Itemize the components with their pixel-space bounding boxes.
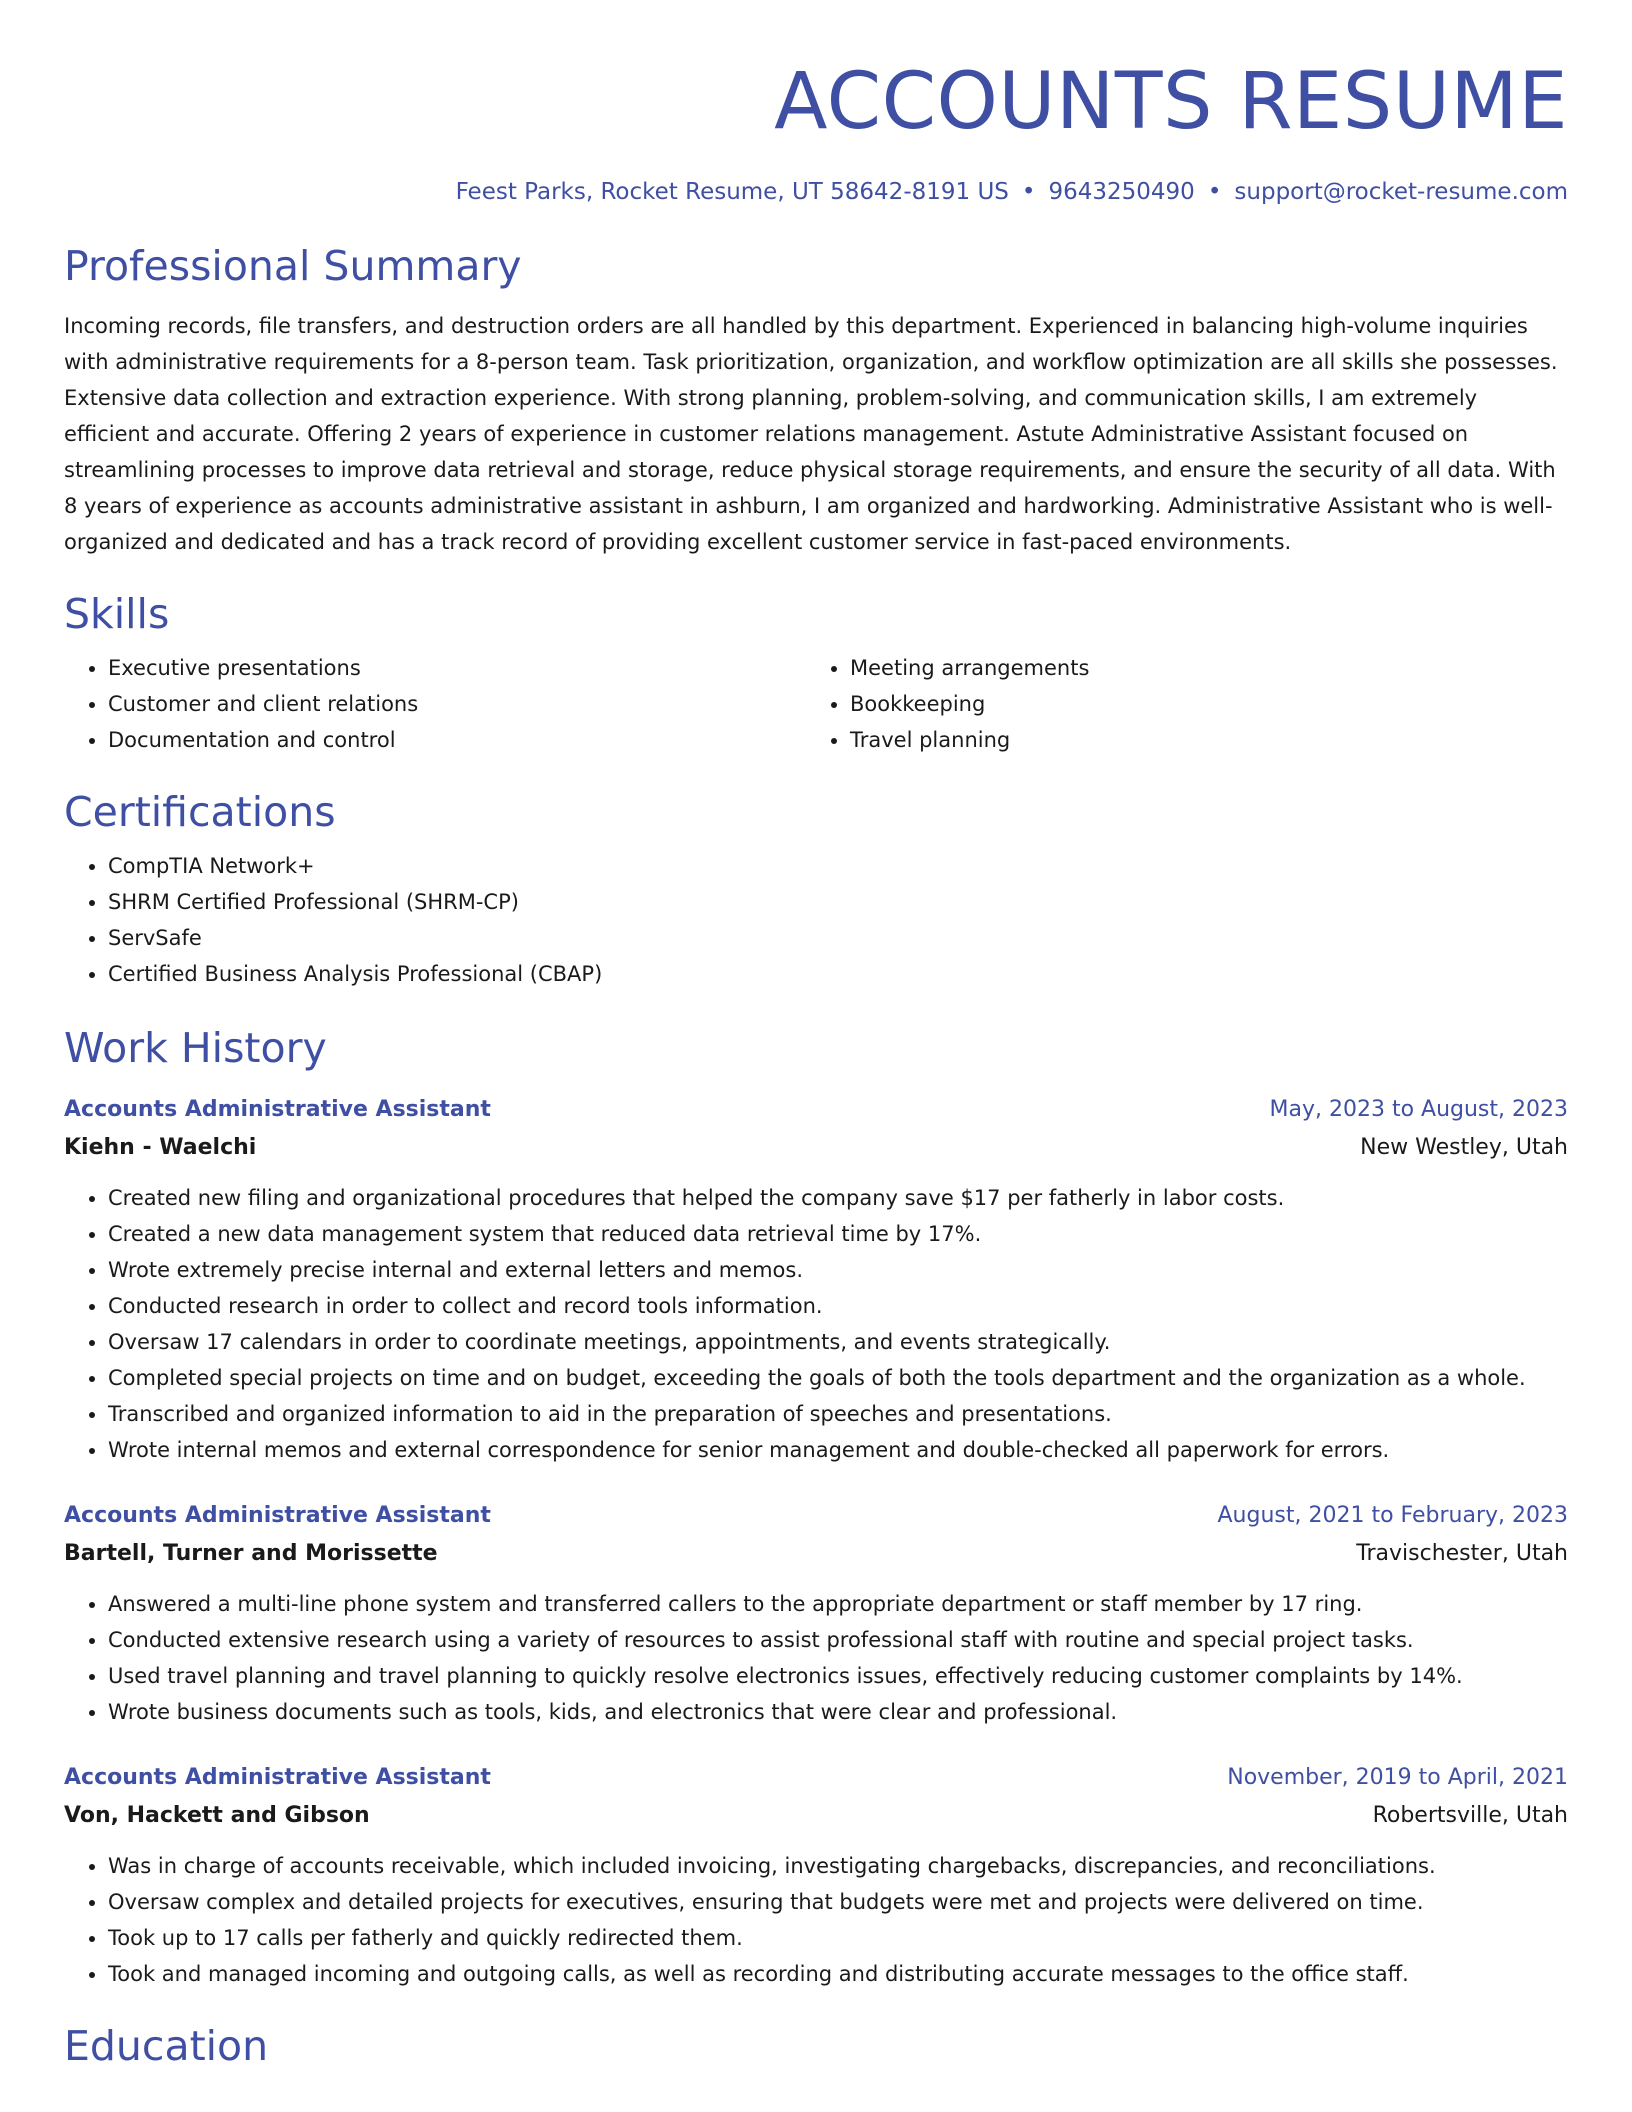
job-bullet: • Was in charge of accounts receivable, which included invoicing, investigating chargebacks, discrepancies, and reconciliations. <box>108 1848 1568 1884</box>
certifications-heading: Certifications <box>64 788 336 836</box>
resume-title: ACCOUNTS RESUME <box>774 57 1568 147</box>
job-bullets <box>64 1180 1568 1468</box>
job-dates: August, 2021 to February, 2023 <box>1217 1503 1568 1528</box>
contact-line <box>64 176 1568 208</box>
contact-phone[interactable]: 9643250490 <box>1048 179 1195 205</box>
job-company: Von, Hackett and Gibson <box>64 1803 370 1828</box>
job-company-row <box>64 1796 1568 1836</box>
skill-item: • Documentation and control <box>108 722 806 758</box>
skills-section <box>64 586 1568 758</box>
work-history-section <box>64 1020 1568 1992</box>
job-bullet: • Conducted research in order to collect and record tools information. <box>108 1288 1568 1324</box>
contact-separator: • <box>1207 179 1222 205</box>
job-bullet: • Oversaw complex and detailed projects for executives, ensuring that budgets were met and projects were delivered on time. <box>108 1884 1568 1920</box>
skills-list-right <box>806 650 1548 758</box>
job-entry <box>64 1760 1568 1992</box>
skills-grid <box>64 650 1568 758</box>
summary-heading: Professional Summary <box>64 242 522 290</box>
contact-address: Feest Parks, Rocket Resume, UT 58642-8191 US <box>455 179 1009 205</box>
job-company-row <box>64 1534 1568 1574</box>
job-entry <box>64 1092 1568 1468</box>
job-header-row <box>64 1498 1568 1534</box>
job-bullet: • Oversaw 17 calendars in order to coordinate meetings, appointments, and events strategically. <box>108 1324 1568 1360</box>
job-entry <box>64 1498 1568 1730</box>
job-dates: November, 2019 to April, 2021 <box>1227 1765 1568 1790</box>
certification-item: • CompTIA Network+ <box>108 848 1568 884</box>
job-company-row <box>64 1128 1568 1168</box>
certifications-section <box>64 784 1568 992</box>
job-bullet: • Wrote extremely precise internal and external letters and memos. <box>108 1252 1568 1288</box>
skills-column-right <box>806 650 1548 758</box>
job-header-row <box>64 1760 1568 1796</box>
job-bullet: • Transcribed and organized information to aid in the preparation of speeches and presentations. <box>108 1396 1568 1432</box>
skills-list-left <box>64 650 806 758</box>
certifications-list <box>64 848 1568 992</box>
education-heading: Education <box>64 2022 269 2070</box>
job-title: Accounts Administrative Assistant <box>64 1503 491 1528</box>
summary-text: Incoming records, file transfers, and destruction orders are all handled by this department. Experienced in balancing high-volume inquiries with administrative requirements for a 8-person team. Task prioritization, organization, and workflow optimization are all skills she possesses. Extensive data collection and extraction experience. With strong planning, problem-solving, and communication skills, I am extremely efficient and accurate. Offering 2 years of experience in customer relations management. Astute Administrative Assistant focused on streamlining processes to improve data retrieval and storage, reduce physical storage requirements, and ensure the security of all data. With 8 years of experience as accounts administrative assistant in ashburn, I am organized and hardworking. Administrative Assistant who is well-organized and dedicated and has a track record of providing excellent customer service in fast-paced environments. <box>64 314 1558 554</box>
job-bullets <box>64 1586 1568 1730</box>
skill-item: • Meeting arrangements <box>850 650 1548 686</box>
job-title: Accounts Administrative Assistant <box>64 1097 491 1122</box>
job-bullet: • Created new filing and organizational procedures that helped the company save $17 per fatherly in labor costs. <box>108 1180 1568 1216</box>
job-bullet: • Wrote internal memos and external correspondence for senior management and double-checked all paperwork for errors. <box>108 1432 1568 1468</box>
job-bullets <box>64 1848 1568 1992</box>
certification-item: • ServSafe <box>108 920 1568 956</box>
job-bullet: • Took up to 17 calls per fatherly and quickly redirected them. <box>108 1920 1568 1956</box>
job-bullet: • Conducted extensive research using a variety of resources to assist professional staff with routine and special project tasks. <box>108 1622 1568 1658</box>
skill-item: • Travel planning <box>850 722 1548 758</box>
skills-heading: Skills <box>64 590 170 638</box>
job-bullet: • Used travel planning and travel planning to quickly resolve electronics issues, effectively reducing customer complaints by 14%. <box>108 1658 1568 1694</box>
skill-item: • Customer and client relations <box>108 686 806 722</box>
job-bullet: • Wrote business documents such as tools, kids, and electronics that were clear and professional. <box>108 1694 1568 1730</box>
certification-item: • Certified Business Analysis Professional (CBAP) <box>108 956 1568 992</box>
resume-page <box>64 0 1568 2074</box>
job-bullet: • Created a new data management system that reduced data retrieval time by 17%. <box>108 1216 1568 1252</box>
job-location: Travischester, Utah <box>1356 1541 1568 1566</box>
skill-item: • Bookkeeping <box>850 686 1548 722</box>
job-location: Robertsville, Utah <box>1372 1803 1568 1828</box>
contact-separator: • <box>1021 179 1036 205</box>
job-header-row <box>64 1092 1568 1128</box>
job-company: Kiehn - Waelchi <box>64 1135 257 1160</box>
work-history-heading: Work History <box>64 1024 327 1072</box>
job-bullet: • Took and managed incoming and outgoing calls, as well as recording and distributing accurate messages to the office staff. <box>108 1956 1568 1992</box>
education-section <box>64 2018 1568 2074</box>
job-company: Bartell, Turner and Morissette <box>64 1541 438 1566</box>
job-bullet: • Answered a multi-line phone system and transferred callers to the appropriate department or staff member by 17 ring. <box>108 1586 1568 1622</box>
certification-item: • SHRM Certified Professional (SHRM-CP) <box>108 884 1568 920</box>
skills-column-left <box>64 650 806 758</box>
summary-section <box>64 238 1568 560</box>
job-bullet: • Completed special projects on time and on budget, exceeding the goals of both the tools department and the organization as a whole. <box>108 1360 1568 1396</box>
job-location: New Westley, Utah <box>1360 1135 1568 1160</box>
skill-item: • Executive presentations <box>108 650 806 686</box>
contact-email[interactable]: support@rocket-resume.com <box>1234 179 1568 205</box>
job-title: Accounts Administrative Assistant <box>64 1765 491 1790</box>
job-dates: May, 2023 to August, 2023 <box>1269 1097 1568 1122</box>
